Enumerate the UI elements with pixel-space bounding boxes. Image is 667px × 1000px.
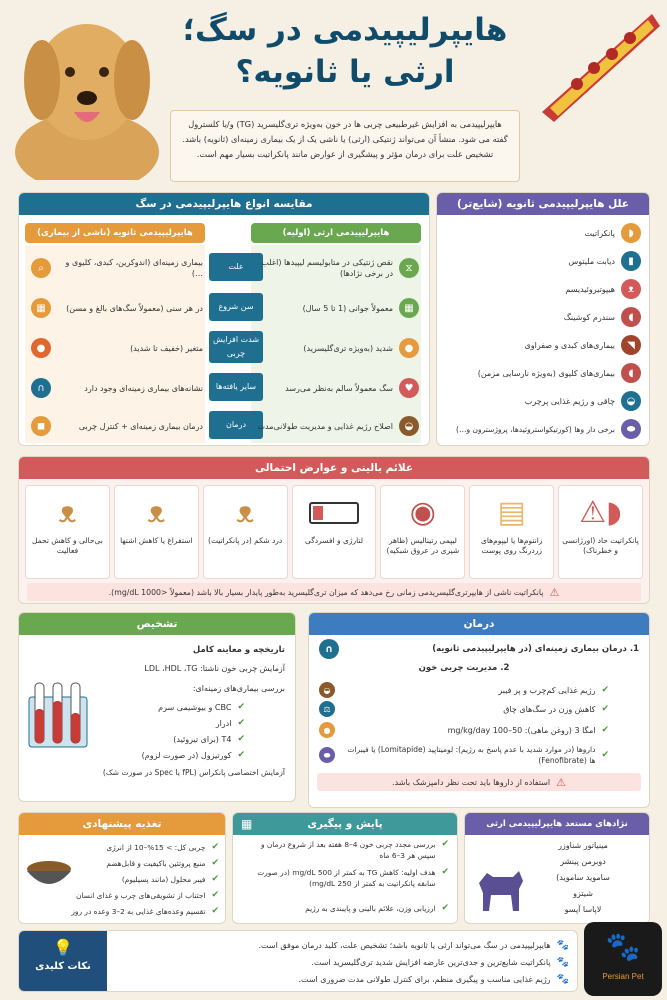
monitoring-header bbox=[233, 813, 457, 835]
monitoring-card bbox=[232, 812, 458, 924]
dog-pain-icon: ᴥ bbox=[236, 495, 255, 530]
secondary-cell-text: در هر سنی (معمولاً سگ‌های بالغ و مسن) bbox=[66, 303, 203, 313]
check-icon: ✔ bbox=[237, 733, 245, 744]
check-icon: ✔ bbox=[211, 841, 219, 852]
primary-cell bbox=[257, 251, 419, 285]
sign-label: لیپمی رتینالیس (ظاهر شیری در عروق شبکیه) bbox=[386, 536, 460, 555]
check-icon: ✔ bbox=[211, 857, 219, 868]
primary-cell-text: اصلاح رژیم غذایی و مدیریت طولانی‌مدت bbox=[257, 421, 393, 431]
key-points-list bbox=[113, 937, 569, 988]
nutrition-list bbox=[71, 839, 219, 919]
test-tubes-icon bbox=[27, 677, 89, 757]
pills-icon: ⬬ bbox=[319, 747, 335, 763]
sign-label: زانتوم‌ها یا لیپوم‌های زردرنگ روی پوست bbox=[481, 536, 543, 555]
cause-item bbox=[445, 415, 641, 443]
nutrition-card bbox=[18, 812, 226, 924]
key-point bbox=[113, 971, 569, 988]
watermark-text: Persian Pet bbox=[602, 972, 644, 981]
comparison-row bbox=[19, 249, 430, 287]
food-bowl-icon: ◒ bbox=[621, 391, 641, 411]
check-icon: ✔ bbox=[601, 724, 609, 735]
secondary-cell-text: بیماری زمینه‌ای (اندوکرین، کبدی، کلیوی و …) bbox=[65, 258, 203, 278]
sign-item bbox=[558, 485, 643, 579]
primary-cell bbox=[257, 331, 419, 365]
paw-logo-icon: 🐾 bbox=[605, 930, 641, 963]
signs-grid bbox=[19, 479, 649, 579]
stethoscope-icon: ∩ bbox=[31, 378, 51, 398]
comparison-row bbox=[19, 369, 430, 407]
nutri-item bbox=[71, 887, 219, 903]
sign-item bbox=[380, 485, 465, 579]
secondary-cell-text: درمان بیماری زمینه‌ای + کنترل چربی bbox=[78, 421, 203, 431]
monitor-text: بررسی مجدد چربی خون 4–8 هفته بعد از شروع درمان و سپس هر 3–6 ماه bbox=[260, 840, 436, 860]
diag-item bbox=[85, 659, 285, 677]
monitor-text: ارزیابی وزن، علائم بالینی و پایبندی به رژیم bbox=[305, 904, 436, 913]
primary-type-header: هایپرلیپیدمی ارثی (اولیه) bbox=[251, 223, 421, 243]
nutri-text: چربی کل: > 15%–10 از انرژی bbox=[106, 842, 206, 852]
dna-icon: ⧖ bbox=[399, 258, 419, 278]
cause-item bbox=[445, 219, 641, 247]
check-icon: ✔ bbox=[237, 717, 245, 728]
dog-vomit-icon: ᴥ bbox=[147, 495, 166, 530]
primary-cell bbox=[257, 409, 419, 443]
sign-label: بی‌حالی و کاهش تحمل فعالیت bbox=[31, 536, 103, 555]
check-icon: ✔ bbox=[601, 749, 609, 760]
watermark-logo bbox=[584, 922, 662, 996]
diag-item bbox=[85, 699, 285, 715]
magnifier-icon: ⌕ bbox=[31, 258, 51, 278]
breed-item: ساموید ساموید) bbox=[556, 873, 610, 882]
nutrition-header: تغذیه پیشنهادی bbox=[19, 813, 225, 835]
treat-text: رژیم غذایی کم‌چرب و پر فیبر bbox=[498, 685, 596, 695]
treat-item bbox=[319, 681, 609, 699]
check-icon: ✔ bbox=[237, 749, 245, 760]
artery-illustration bbox=[532, 4, 662, 122]
cause-text: سندرم کوشینگ bbox=[563, 312, 615, 322]
row-label: سایر یافته‌ها bbox=[209, 373, 263, 401]
page-title-line2: ارثی یا ثانویه؟ bbox=[235, 54, 455, 90]
monitoring-title: پایش و پیگیری bbox=[307, 818, 383, 830]
treat-text: کاهش وزن در سگ‌های چاق bbox=[503, 704, 596, 714]
diag-item bbox=[85, 731, 285, 747]
causes-header: علل هایپرلیپیدمی ثانویه (شایع‌تر) bbox=[437, 193, 649, 215]
breed-item: دوبرمن پینشر bbox=[560, 857, 606, 866]
liver-icon: ◥ bbox=[621, 335, 641, 355]
lightbulb-icon: 💡 bbox=[53, 938, 73, 957]
stethoscope-icon: ∩ bbox=[319, 639, 339, 659]
comparison-row bbox=[19, 289, 430, 327]
sign-label: پانکراتیت حاد (اورژانسی و خطرناک) bbox=[562, 536, 639, 555]
kibble-bowl-icon bbox=[25, 853, 73, 893]
food-bowl-icon: ◒ bbox=[399, 416, 419, 436]
diagnosis-list bbox=[85, 641, 285, 781]
key-point bbox=[113, 937, 569, 954]
eye-icon: ◉ bbox=[409, 495, 436, 530]
row-label: سن شروع bbox=[209, 293, 263, 321]
nutri-item bbox=[71, 871, 219, 887]
monitor-item bbox=[241, 867, 449, 903]
skin-icon: ▤ bbox=[497, 495, 526, 530]
cause-text: پانکراتیت bbox=[584, 228, 615, 238]
breed-item: شیتزو bbox=[573, 889, 593, 898]
nutri-text: فیبر محلول (مانند پسیلیوم) bbox=[121, 874, 206, 884]
warning-icon: ⚠ bbox=[549, 585, 560, 599]
diag-text: T4 (برای تیروئید) bbox=[173, 734, 232, 744]
check-icon: ✔ bbox=[601, 703, 609, 714]
nutri-text: اجتناب از تشویقی‌های چرب و غذای انسان bbox=[75, 890, 206, 900]
intro-box: هایپرلیپیدمی به افزایش غیرطبیعی چربی ها در خون به‌ویژه تری‌گلیسرید (TG) و/یا کلسترول گفته می شود. منشأ آن می‌تواند ژنتیکی (ارثی) یا ناشی یک از یک بیماری زمینه‌ای (ثانویه) باشد. تشخیص علت برای درمان مؤثر و پیشگیری از عوارض مانند پانکراتیت بسیار مهم است. bbox=[170, 110, 520, 182]
pill-icon: ⬬ bbox=[621, 419, 641, 439]
cause-text: هیپوتیروئیدیسم bbox=[565, 284, 615, 294]
check-icon: ✔ bbox=[441, 839, 449, 849]
primary-cell-text: معمولاً جوانی (1 تا 5 سال) bbox=[302, 303, 393, 313]
treatment-step2: 2. مدیریت چربی خون bbox=[418, 663, 510, 673]
breeds-title: نژادهای مستعد هایپرلیپیدمی ارثی bbox=[486, 819, 628, 829]
diag-item bbox=[85, 641, 285, 659]
key-points-badge bbox=[19, 931, 107, 992]
primary-cell bbox=[257, 291, 419, 325]
paw-icon: 🐾 bbox=[556, 940, 569, 951]
drops-icon: ● bbox=[399, 338, 419, 358]
pancreas-alert-icon: ◗⚠ bbox=[579, 495, 622, 530]
check-icon: ✔ bbox=[601, 684, 609, 695]
comparison-row bbox=[19, 407, 430, 445]
key-point-text: هایپرلیپیدمی در سگ می‌تواند ارثی یا ثانویه باشد؛ تشخیص علت، کلید درمان موفق است. bbox=[258, 941, 551, 950]
check-icon: ✔ bbox=[441, 867, 449, 877]
primary-cell-text: سگ معمولاً سالم به‌نظر می‌رسد bbox=[285, 383, 393, 393]
monitor-item bbox=[241, 903, 449, 921]
diag-item bbox=[85, 677, 285, 699]
kidney-icon: ◖ bbox=[621, 307, 641, 327]
diag-text: ادرار bbox=[215, 718, 232, 728]
cause-text: بیماری‌های کلیوی (به‌ویژه نارسایی مزمن) bbox=[477, 368, 615, 378]
cause-item bbox=[445, 247, 641, 275]
nutri-item bbox=[71, 855, 219, 871]
sign-item bbox=[114, 485, 199, 579]
pancreas-icon: ◗ bbox=[621, 223, 641, 243]
diag-item bbox=[85, 747, 285, 763]
low-battery-icon bbox=[293, 490, 376, 536]
dog-lethargic-icon: ᴥ bbox=[58, 495, 77, 530]
monitoring-list bbox=[233, 835, 457, 924]
treat-text: امگا 3 (روغن ماهی): 50–100 mg/kg/day bbox=[447, 725, 596, 735]
nutri-text: تقسیم وعده‌های غذایی به 2–3 وعده در روز bbox=[71, 906, 206, 916]
dog-illustration bbox=[12, 2, 162, 180]
nutri-item bbox=[71, 903, 219, 919]
kidneys-icon: ◖ bbox=[621, 363, 641, 383]
thyroid-icon: ᴥ bbox=[621, 279, 641, 299]
treatment-step1 bbox=[309, 635, 649, 663]
breeds-header bbox=[465, 813, 649, 835]
check-icon: ✔ bbox=[211, 873, 219, 884]
row-label: درمان bbox=[209, 411, 263, 439]
calendar-icon: ▦ bbox=[399, 298, 419, 318]
sign-item bbox=[25, 485, 110, 579]
diag-text: آزمایش چربی خون ناشتا: LDL ،HDL ،TG bbox=[144, 663, 285, 673]
check-icon: ✔ bbox=[211, 905, 219, 916]
scale-icon: ⚖ bbox=[319, 701, 335, 717]
primary-cell bbox=[257, 371, 419, 405]
paw-icon: 🐾 bbox=[556, 957, 569, 968]
comparison-card bbox=[18, 192, 430, 446]
treatment-warning bbox=[317, 773, 641, 791]
signs-header: علائم بالینی و عوارض احتمالی bbox=[19, 457, 649, 479]
sign-item bbox=[203, 485, 288, 579]
treat-item bbox=[319, 741, 609, 769]
cause-item bbox=[445, 387, 641, 415]
dog-silhouette-icon bbox=[473, 865, 527, 915]
primary-cell-text: نقص ژنتیکی در متابولیسم لیپیدها (اغلب در برخی نژادها) bbox=[261, 258, 393, 278]
diagnosis-card bbox=[18, 612, 296, 802]
key-points-title: نکات کلیدی bbox=[35, 961, 91, 972]
treat-item bbox=[319, 699, 609, 719]
signs-card bbox=[18, 456, 650, 604]
breeds-list bbox=[531, 841, 635, 921]
sign-item bbox=[469, 485, 554, 579]
monitor-text: هدف اولیه: کاهش TG به کمتر از 500 mg/dL (در صورت سابقه پانکراتیت به کمتر از 250 mg/dL) bbox=[257, 868, 436, 888]
diag-text: کورتیزول (در صورت لزوم) bbox=[141, 750, 232, 760]
cause-text: بیماری‌های کبدی و صفراوی bbox=[524, 340, 615, 350]
nutri-text: منبع پروتئین باکیفیت و قابل‌هضم bbox=[106, 858, 206, 868]
comparison-header: مقایسه انواع هایپرلیپیدمی در سگ bbox=[19, 193, 429, 215]
cause-text: دیابت ملیتوس bbox=[568, 256, 615, 266]
sign-label: استفراغ یا کاهش اشتها bbox=[120, 536, 193, 545]
sign-label: لتارژی و افسردگی bbox=[304, 536, 363, 545]
row-label: شدت افزایش چربی bbox=[209, 331, 263, 363]
calendar-icon: ▦ bbox=[241, 817, 253, 831]
treatment-card bbox=[308, 612, 650, 808]
causes-card bbox=[436, 192, 650, 446]
treatment-header: درمان bbox=[309, 613, 649, 635]
row-label: علت bbox=[209, 253, 263, 281]
diag-text: تاریخچه و معاینه کامل bbox=[192, 644, 285, 655]
diag-item bbox=[85, 763, 285, 781]
key-point-text: پانکراتیت شایع‌ترین و جدی‌ترین عارضه افزایش شدید تری‌گلیسرید است. bbox=[311, 958, 551, 967]
breed-item: لاپاسا آپسو bbox=[564, 905, 602, 914]
cause-item bbox=[445, 303, 641, 331]
cause-item bbox=[445, 331, 641, 359]
diag-text: آزمایش اختصاصی پانکراس (fPL یا Spec در صورت شک) bbox=[102, 767, 285, 777]
diag-text: CBC و بیوشیمی سرم bbox=[158, 702, 232, 712]
diag-item bbox=[85, 715, 285, 731]
sign-label: درد شکم (در پانکراتیت) bbox=[208, 536, 283, 545]
key-points-card bbox=[18, 930, 578, 992]
comparison-row bbox=[19, 329, 430, 367]
causes-list bbox=[437, 215, 649, 443]
nutri-item bbox=[71, 839, 219, 855]
primary-cell-text: شدید (به‌ویژه تری‌گلیسرید) bbox=[303, 343, 393, 353]
step1-text: 1. درمان بیماری زمینه‌ای (در هایپرلیپیدمی ثانویه) bbox=[432, 643, 639, 654]
heart-icon: ♥ bbox=[399, 378, 419, 398]
paw-icon: 🐾 bbox=[556, 974, 569, 985]
check-icon: ✔ bbox=[211, 889, 219, 900]
food-bowl-icon: ◒ bbox=[319, 682, 335, 698]
key-point-text: رژیم غذایی مناسب و پیگیری منظم، برای کنترل طولانی مدت ضروری است. bbox=[298, 975, 551, 984]
treatment-warning-text: استفاده از داروها باید تحت نظر دامپزشک باشد. bbox=[392, 777, 551, 787]
secondary-cell bbox=[31, 251, 203, 285]
diagnosis-header: تشخیص bbox=[19, 613, 295, 635]
cause-item bbox=[445, 359, 641, 387]
cause-text: برخی دار وها (کورتیکواستروئیدها، پروژسترون و…) bbox=[456, 424, 615, 434]
secondary-cell bbox=[31, 331, 203, 365]
check-icon: ✔ bbox=[441, 903, 449, 913]
secondary-cell bbox=[31, 291, 203, 325]
drop-icon: ● bbox=[31, 338, 51, 358]
treatment-list bbox=[309, 681, 649, 769]
cause-text: چاقی و رژیم غذایی پرچرب bbox=[524, 396, 615, 406]
secondary-cell-text: متغیر (خفیف تا شدید) bbox=[130, 343, 203, 353]
secondary-cell bbox=[31, 409, 203, 443]
breeds-card bbox=[464, 812, 650, 924]
treat-item bbox=[319, 719, 609, 741]
signs-warning bbox=[27, 583, 641, 601]
breed-item: مینیاتور شناوزر bbox=[558, 841, 608, 850]
pill-bottle-icon: ◼ bbox=[31, 416, 51, 436]
diag-text: بررسی بیماری‌های زمینه‌ای: bbox=[192, 683, 285, 693]
sign-item bbox=[292, 485, 377, 579]
signs-warning-text: پانکراتیت ناشی از هایپرتری‌گلیسریدمی زمانی رخ می‌دهد که میزان تری‌گلیسرید به‌طور پایدار بسیار بالا باشد (معمولاً <1000 mg/dL). bbox=[108, 587, 544, 597]
secondary-cell-text: نشانه‌های بیماری زمینه‌ای وجود دارد bbox=[84, 383, 203, 393]
cause-item bbox=[445, 275, 641, 303]
warning-icon: ⚠ bbox=[556, 775, 566, 789]
glucometer-icon: ▮ bbox=[621, 251, 641, 271]
page-title-line1: هایپرلیپیدمی در سگ؛ bbox=[182, 12, 508, 48]
check-icon: ✔ bbox=[237, 701, 245, 712]
secondary-cell bbox=[31, 371, 203, 405]
treat-text: داروها (در موارد شدید با عدم پاسخ به رژیم): لومیتاپید (Lomitapide) یا فیبرات ها (Fenofibrate) bbox=[347, 745, 596, 765]
monitor-item bbox=[241, 839, 449, 867]
key-point bbox=[113, 954, 569, 971]
calendar-icon: ▦ bbox=[31, 298, 51, 318]
oil-drop-icon: ● bbox=[319, 722, 335, 738]
secondary-type-header: هایپرلیپیدمی ثانویه (ناشی از بیماری) bbox=[25, 223, 205, 243]
